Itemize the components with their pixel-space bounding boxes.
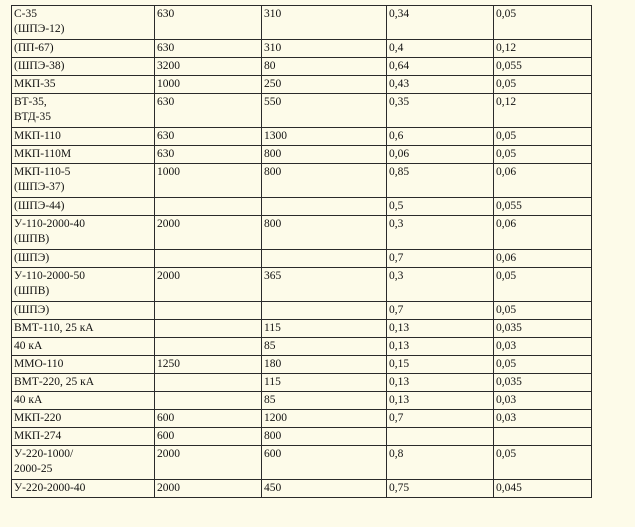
value-5-cell: 0,045 [494, 480, 592, 498]
value-5-cell: 0,03 [494, 410, 592, 428]
value-4-cell: 0,15 [387, 356, 494, 374]
value-4-cell: 0,5 [387, 198, 494, 216]
value-5-cell: 0,035 [494, 320, 592, 338]
table-row [12, 76, 592, 94]
value-3-cell: 550 [262, 94, 387, 128]
table-row [12, 356, 592, 374]
breaker-type-cell: МКП-220 [12, 410, 155, 428]
breaker-type-cell: (ПП-67) [12, 40, 155, 58]
table-row [12, 410, 592, 428]
table-row [12, 164, 592, 198]
breaker-type-cell: У-220-2000-40 [12, 480, 155, 498]
rated-current-cell [155, 338, 262, 356]
value-4-cell: 0,34 [387, 6, 494, 40]
value-3-cell: 85 [262, 338, 387, 356]
value-4-cell: 0,3 [387, 268, 494, 302]
breaker-type-cell: (ШПЭ-38) [12, 58, 155, 76]
value-3-cell: 310 [262, 6, 387, 40]
rated-current-cell: 630 [155, 146, 262, 164]
rated-current-cell: 600 [155, 428, 262, 446]
rated-current-cell: 1250 [155, 356, 262, 374]
value-5-cell: 0,03 [494, 338, 592, 356]
breaker-type-cell: МКП-110 [12, 128, 155, 146]
rated-current-cell: 630 [155, 40, 262, 58]
value-4-cell: 0,13 [387, 392, 494, 410]
rated-current-cell: 1000 [155, 76, 262, 94]
value-3-cell [262, 302, 387, 320]
value-5-cell: 0,05 [494, 446, 592, 480]
value-5-cell: 0,12 [494, 94, 592, 128]
value-3-cell [262, 250, 387, 268]
value-4-cell: 0,4 [387, 40, 494, 58]
table-row [12, 128, 592, 146]
table-row [12, 198, 592, 216]
breaker-table-container [11, 5, 592, 498]
value-3-cell: 80 [262, 58, 387, 76]
value-5-cell [494, 428, 592, 446]
rated-current-cell: 2000 [155, 480, 262, 498]
table-row [12, 268, 592, 302]
breaker-type-cell: ВМТ-220, 25 кА [12, 374, 155, 392]
value-4-cell: 0,13 [387, 320, 494, 338]
breaker-type-cell: МКП-110М [12, 146, 155, 164]
breaker-type-cell: МКП-35 [12, 76, 155, 94]
value-3-cell: 180 [262, 356, 387, 374]
value-4-cell: 0,8 [387, 446, 494, 480]
table-row [12, 392, 592, 410]
value-3-cell: 1200 [262, 410, 387, 428]
value-4-cell: 0,75 [387, 480, 494, 498]
value-4-cell: 0,64 [387, 58, 494, 76]
rated-current-cell: 3200 [155, 58, 262, 76]
rated-current-cell: 630 [155, 94, 262, 128]
breaker-type-cell: (ШПЭ) [12, 302, 155, 320]
breaker-table [11, 5, 592, 498]
value-4-cell: 0,7 [387, 250, 494, 268]
breaker-type-cell: 40 кА [12, 338, 155, 356]
value-4-cell: 0,7 [387, 302, 494, 320]
table-row [12, 216, 592, 250]
table-row [12, 146, 592, 164]
table-row [12, 302, 592, 320]
table-row [12, 320, 592, 338]
table-row [12, 446, 592, 480]
value-5-cell: 0,055 [494, 58, 592, 76]
breaker-type-cell: МКП-274 [12, 428, 155, 446]
value-4-cell: 0,13 [387, 374, 494, 392]
rated-current-cell [155, 198, 262, 216]
rated-current-cell [155, 320, 262, 338]
value-4-cell: 0,3 [387, 216, 494, 250]
value-4-cell [387, 428, 494, 446]
value-3-cell: 250 [262, 76, 387, 94]
value-5-cell: 0,12 [494, 40, 592, 58]
table-row [12, 480, 592, 498]
value-3-cell: 800 [262, 216, 387, 250]
breaker-type-cell: У-110-2000-50 (ШПВ) [12, 268, 155, 302]
value-3-cell: 310 [262, 40, 387, 58]
rated-current-cell [155, 374, 262, 392]
value-4-cell: 0,85 [387, 164, 494, 198]
value-3-cell: 115 [262, 374, 387, 392]
value-3-cell: 85 [262, 392, 387, 410]
value-5-cell: 0,05 [494, 146, 592, 164]
breaker-type-cell: (ШПЭ) [12, 250, 155, 268]
value-4-cell: 0,06 [387, 146, 494, 164]
breaker-type-cell: ВМТ-110, 25 кА [12, 320, 155, 338]
value-5-cell: 0,05 [494, 268, 592, 302]
table-row [12, 428, 592, 446]
value-4-cell: 0,7 [387, 410, 494, 428]
rated-current-cell: 1000 [155, 164, 262, 198]
breaker-type-cell: МКП-110-5 (ШПЭ-37) [12, 164, 155, 198]
value-3-cell: 800 [262, 428, 387, 446]
breaker-type-cell: ВТ-35, ВТД-35 [12, 94, 155, 128]
table-row [12, 338, 592, 356]
value-5-cell: 0,05 [494, 76, 592, 94]
breaker-type-cell: (ШПЭ-44) [12, 198, 155, 216]
rated-current-cell: 2000 [155, 268, 262, 302]
value-3-cell [262, 198, 387, 216]
value-5-cell: 0,035 [494, 374, 592, 392]
table-row [12, 6, 592, 40]
table-row [12, 58, 592, 76]
value-3-cell: 115 [262, 320, 387, 338]
value-4-cell: 0,35 [387, 94, 494, 128]
rated-current-cell [155, 392, 262, 410]
value-5-cell: 0,06 [494, 164, 592, 198]
value-3-cell: 365 [262, 268, 387, 302]
value-3-cell: 800 [262, 146, 387, 164]
value-5-cell: 0,06 [494, 250, 592, 268]
value-3-cell: 800 [262, 164, 387, 198]
value-5-cell: 0,05 [494, 302, 592, 320]
value-3-cell: 1300 [262, 128, 387, 146]
table-row [12, 40, 592, 58]
rated-current-cell: 2000 [155, 216, 262, 250]
value-5-cell: 0,05 [494, 356, 592, 374]
rated-current-cell: 600 [155, 410, 262, 428]
value-5-cell: 0,05 [494, 128, 592, 146]
value-3-cell: 450 [262, 480, 387, 498]
rated-current-cell: 630 [155, 128, 262, 146]
value-4-cell: 0,13 [387, 338, 494, 356]
breaker-type-cell: 40 кА [12, 392, 155, 410]
value-3-cell: 600 [262, 446, 387, 480]
table-row [12, 250, 592, 268]
table-row [12, 94, 592, 128]
value-4-cell: 0,43 [387, 76, 494, 94]
value-5-cell: 0,055 [494, 198, 592, 216]
breaker-type-cell: ММО-110 [12, 356, 155, 374]
rated-current-cell [155, 250, 262, 268]
table-body [12, 6, 592, 498]
breaker-type-cell: У-110-2000-40 (ШПВ) [12, 216, 155, 250]
table-row [12, 374, 592, 392]
value-5-cell: 0,05 [494, 6, 592, 40]
breaker-type-cell: У-220-1000/ 2000-25 [12, 446, 155, 480]
rated-current-cell [155, 302, 262, 320]
value-5-cell: 0,06 [494, 216, 592, 250]
rated-current-cell: 2000 [155, 446, 262, 480]
value-4-cell: 0,6 [387, 128, 494, 146]
value-5-cell: 0,03 [494, 392, 592, 410]
breaker-type-cell: С-35 (ШПЭ-12) [12, 6, 155, 40]
rated-current-cell: 630 [155, 6, 262, 40]
